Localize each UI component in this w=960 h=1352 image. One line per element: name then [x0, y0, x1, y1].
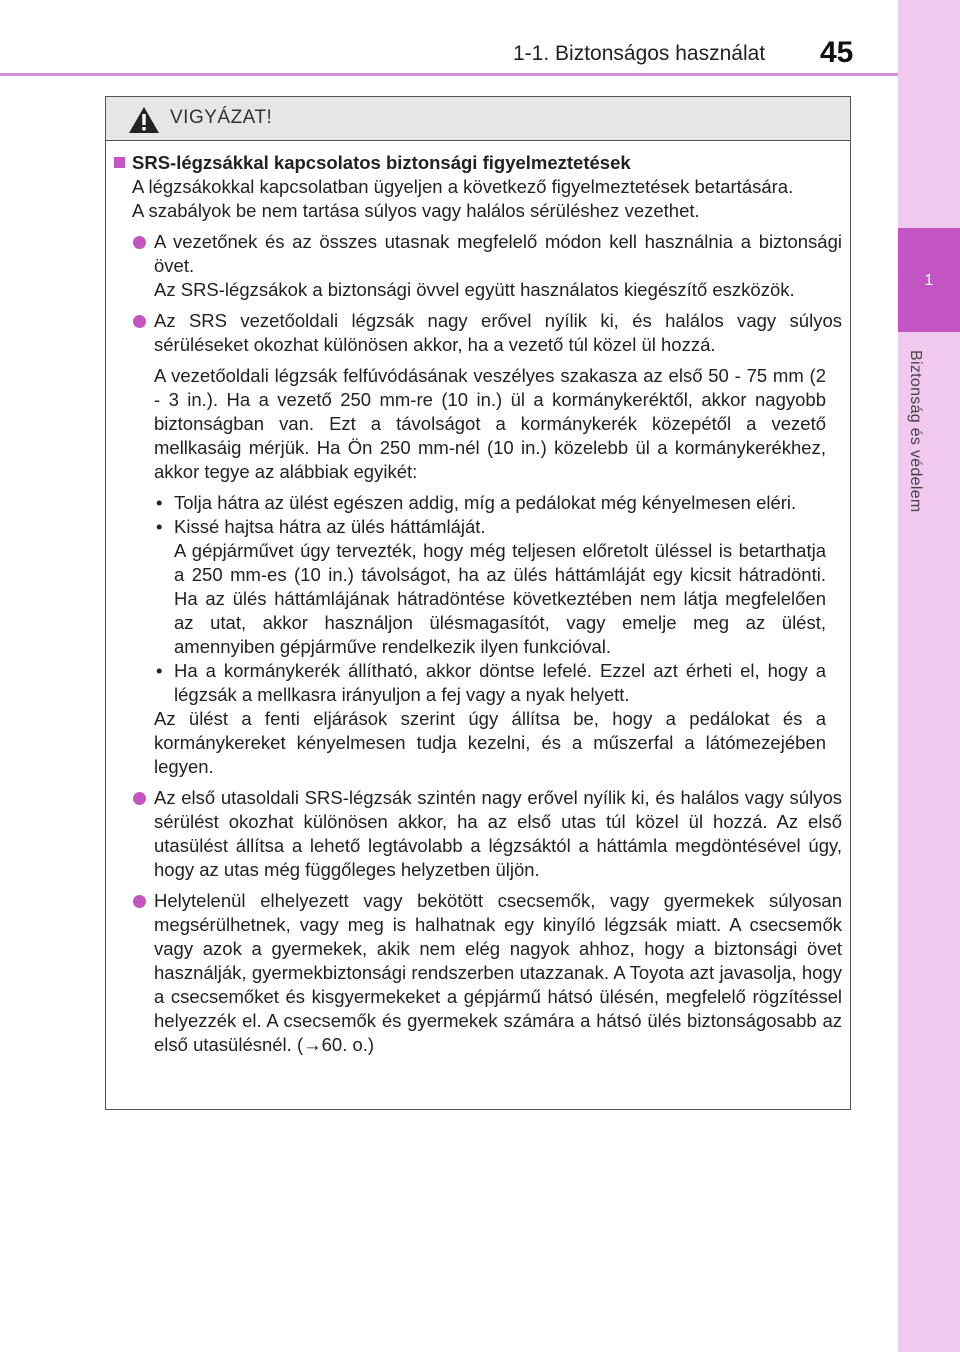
warning-box: [105, 96, 851, 1110]
bullet-item-children: Helytelenül elhelyezett vagy bekötött csecsemők, vagy gyermekek súlyosan megsérülhetnek, vagy meg is halhatnak egy kinyíló légzsák miatt. A csecsemők vagy azok a gyermekek, akik nem elég nagyok ahhoz, hogy a biztonsági övet használják, gyermekbiztonsági rendszerben utazzanak. A Toyota azt javasolja, hogy a csecsemőket és kisgyermekeket a gépjármű hátsó ülésén, megfelelő rögzítéssel helyezzék el. A csecsemők és gyermekek számára a hátsó ülés biztonságosabb az első utasülésnél. (→60. o.): [106, 889, 852, 1057]
bullet-item-driver-airbag: Az SRS vezetőoldali légzsák nagy erővel nyílik ki, és halálos vagy súlyos sérüléseket okozhat különösen akkor, ha a vezető túl közel ül hozzá.: [106, 309, 852, 357]
chapter-number: 1: [924, 272, 934, 289]
chapter-side-tab: [898, 0, 960, 1352]
chapter-title-vertical: [906, 350, 946, 570]
closing-paragraph: Az ülést a fenti eljárások szerint úgy állítsa be, hogy a pedálokat és a kormánykereket kényelmesen tudja kezelni, és a műszerfal a látómezejében legyen.: [154, 708, 826, 777]
header-divider: [0, 73, 898, 76]
warning-triangle-icon: [128, 106, 160, 134]
sub-item: • Ha a kormánykerék állítható, akkor döntse lefelé. Ezzel azt érheti el, hogy a légzsák a mellkasra irányuljon a fej vagy a nyak helyett.: [156, 660, 826, 705]
intro-paragraph: A légzsákokkal kapcsolatban ügyeljen a következő figyelmeztetések betartására. A szabályok be nem tartása súlyos vagy halálos sérüléshez vezethet.: [132, 176, 794, 221]
section-title: SRS-légzsákkal kapcsolatos biztonsági figyelmeztetések: [106, 151, 852, 175]
driver-distance-paragraph: A vezetőoldali légzsák felfúvódásának veszélyes szakasza az első 50 - 75 mm (2 - 3 in.). Ha a vezető 250 mm-re (10 in.) ül a kormánykeréktől, akkor nagyobb biztonságban van. Ezt a távolságot a kormánykerék közepétől a vezető mellkasáig mérjük. Ha Ön 250 mm-nél (10 in.) közelebb ül a kormánykerékhez, akkor tegye az alábbiak egyikét:: [154, 365, 826, 482]
circle-bullet-icon: [133, 792, 146, 805]
chapter-title: Biztonság és védelem: [907, 350, 924, 513]
warning-title: VIGYÁZAT!: [170, 107, 273, 128]
page-number: 45: [820, 36, 854, 69]
warning-content: [106, 151, 852, 1057]
square-bullet-icon: [114, 157, 125, 168]
sub-item: • Tolja hátra az ülést egészen addig, míg a pedálokat még kényelmesen eléri.: [156, 492, 797, 513]
bullet-item-seatbelt: A vezetőnek és az összes utasnak megfelelő módon kell használnia a biztonsági övet. Az SRS-légzsákok a biztonsági övvel együtt használatos kiegészítő eszközök.: [106, 230, 852, 302]
sub-item: • Kissé hajtsa hátra az ülés háttámláját. A gépjárművet úgy tervezték, hogy még teljesen előretolt üléssel is betarthatja a 250 mm-es (10 in.) távolságot, ha az ülés háttámláját egy kicsit hátradönti. Ha az ülés háttámlájának hátradöntése következtében nem látja megfelelően az utat, akkor használjon ülésmagasítót, vagy emelje meg az ülést, amennyiben gépjárműve rendelkezik ilyen funkcióval.: [156, 516, 826, 657]
circle-bullet-icon: [133, 315, 146, 328]
circle-bullet-icon: [133, 236, 146, 249]
circle-bullet-icon: [133, 895, 146, 908]
warning-header: [106, 97, 850, 141]
bullet-item-passenger-airbag: Az első utasoldali SRS-légzsák szintén nagy erővel nyílik ki, és halálos vagy súlyos sérülést okozhat különösen akkor, ha az első utas túl közel ül hozzá. Az első utasülést állítsa a lehető legtávolabb a légzsáktól a háttámla megdöntésével úgy, hogy az utas még függőleges helyzetben üljön.: [106, 786, 852, 882]
header-title: 1-1. Biztonságos használat: [513, 42, 766, 65]
